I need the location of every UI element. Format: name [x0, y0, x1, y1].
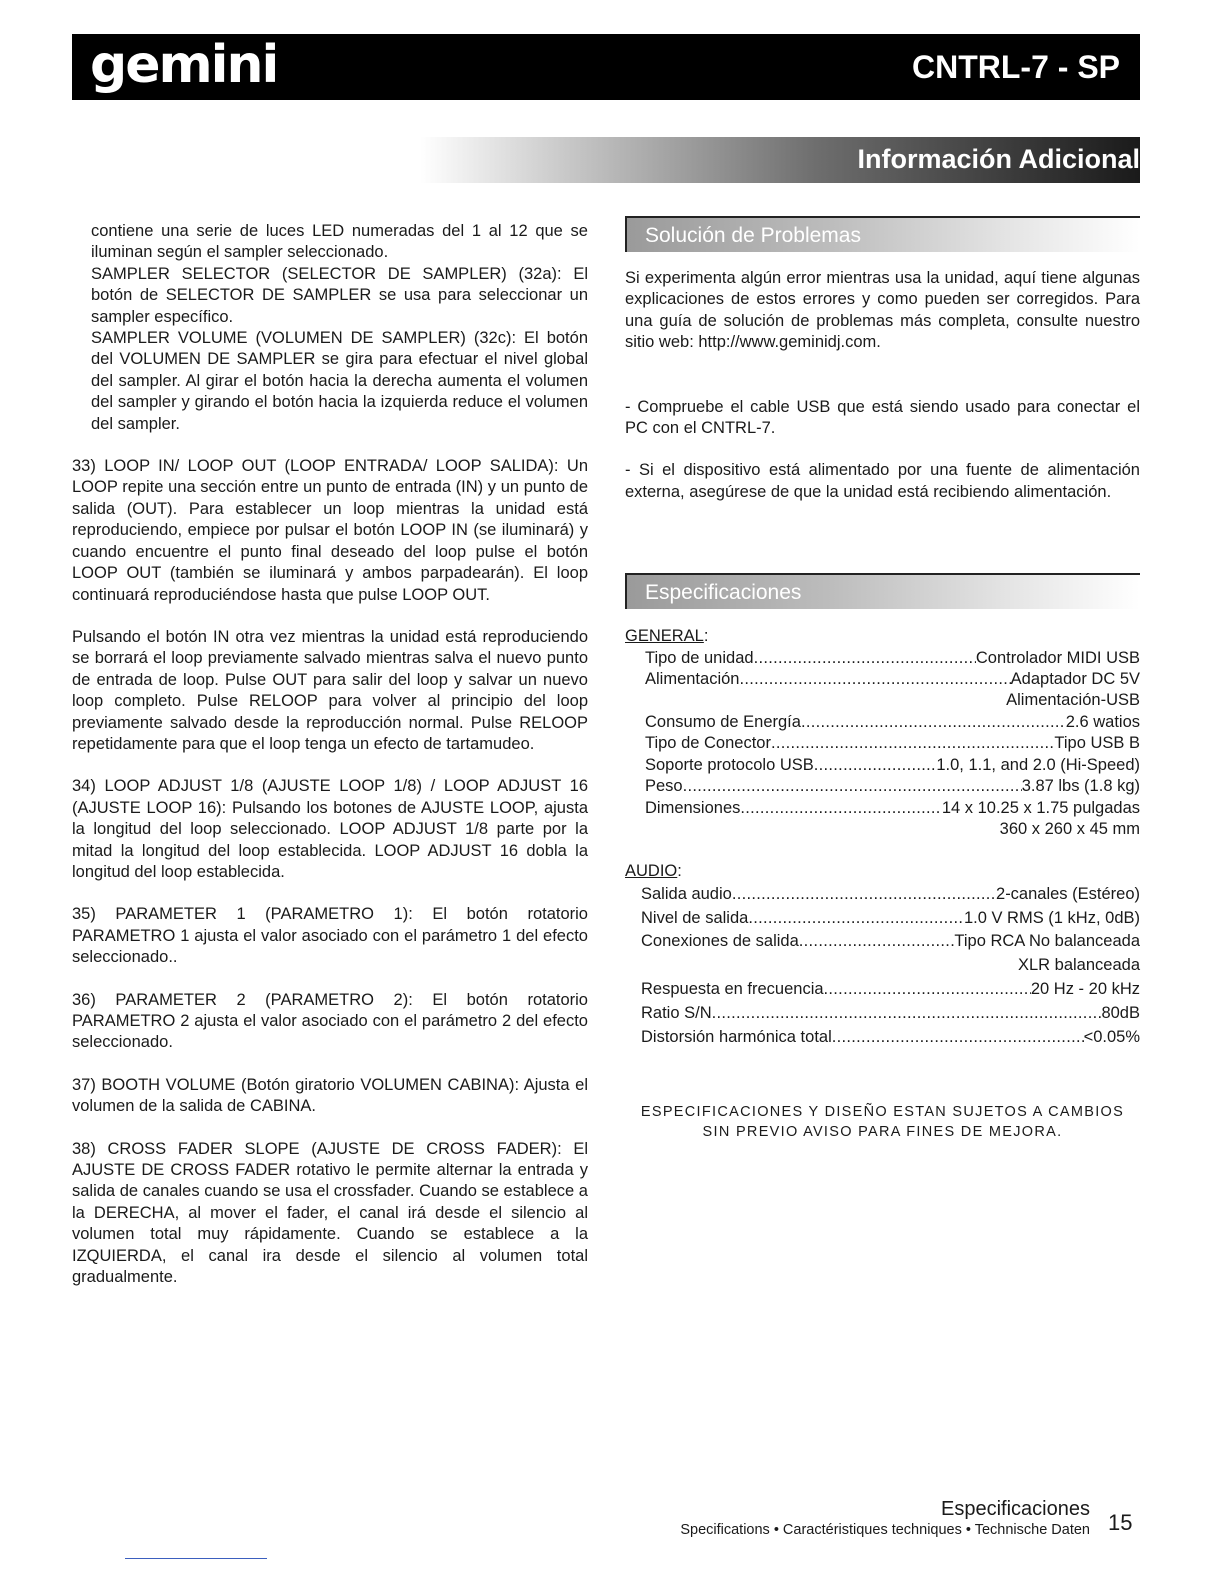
- spec-row: [645, 712, 1140, 733]
- paragraph: 35) PARAMETER 1 (PARAMETRO 1): El botón rotatorio PARAMETRO 1 ajusta el valor asociado con el parámetro 1 del efecto seleccionado..: [72, 905, 588, 967]
- spec-value: 1.0, 1.1, and 2.0 (Hi-Speed): [936, 755, 1140, 774]
- spec-value: 80dB: [1101, 1003, 1140, 1022]
- paragraph: 36) PARAMETER 2 (PARAMETRO 2): El botón rotatorio PARAMETRO 2 ajusta el valor asociado con el parámetro 2 del efecto seleccionado.: [72, 990, 588, 1052]
- general-category: GENERAL:: [625, 627, 709, 646]
- header-bar: [72, 34, 1140, 100]
- spec-row: [645, 798, 1140, 819]
- leader-dots: [739, 669, 1010, 690]
- leader-dots: [771, 733, 1054, 754]
- leader-dots: [754, 648, 976, 669]
- spec-row: [645, 776, 1140, 797]
- general-label: GENERAL: [625, 627, 704, 646]
- spec-row: [645, 733, 1140, 754]
- specifications-heading: [625, 573, 1140, 609]
- footer-subtitle: Specifications • Caractéristiques techniques • Technische Daten: [680, 1522, 1090, 1538]
- spec-value: Tipo USB B: [1054, 734, 1140, 753]
- spec-label: Salida audio: [641, 884, 732, 903]
- specifications-heading-text: Especificaciones: [645, 581, 802, 605]
- leader-dots: [824, 978, 1031, 1002]
- paragraph: 34) LOOP ADJUST 1/8 (AJUSTE LOOP 1/8) / LOOP ADJUST 16 (AJUSTE LOOP 16): Pulsando los botones de AJUSTE LOOP, ajusta la longitud del loop seleccionado. LOOP ADJUST 1/8 parte por la mitad la longitud del loop establecida. LOOP ADJUST 16 dobla la longitud del loop establecida.: [72, 777, 588, 881]
- paragraph: Pulsando el botón IN otra vez mientras la unidad está reproduciendo se borrará el loop previamente salvado mientras salva el nuevo punto de entrada de loop. Pulse OUT para salir del loop y salvar un nuevo loop completo. Pulse RELOOP para volver al principio del loop previamente salvado desde la reproducción normal. Pulse RELOOP repetidamente para que el loop tenga un efecto de tartamudeo.: [72, 627, 588, 753]
- spec-value: Controlador MIDI USB: [975, 648, 1140, 667]
- notice-line: SIN PREVIO AVISO PARA FINES DE MEJORA.: [702, 1124, 1063, 1140]
- spec-value: 2-canales (Estéreo): [996, 884, 1140, 903]
- spec-label: Nivel de salida: [641, 908, 749, 927]
- leader-dots: [814, 755, 937, 776]
- page-number: 15: [1108, 1510, 1133, 1535]
- spec-label: Distorsión harmónica total: [641, 1027, 832, 1046]
- paragraph: 38) CROSS FADER SLOPE (AJUSTE DE CROSS FADER): El AJUSTE DE CROSS FADER rotativo le permite alternar la entrada y salida de canales cuando se usa el crossfader. Cuando se establece a la DERECHA, al mover el fader, el canal irá desde el silencio al volumen total muy rápidamente. Cuando se establece a la IZQUIERDA, el canal ira desde el silencio al volumen total gradualmente.: [72, 1139, 588, 1287]
- spec-row: [641, 1002, 1140, 1026]
- spec-label: Consumo de Energía: [645, 712, 801, 731]
- section-title: Información Adicional: [857, 144, 1140, 174]
- spec-label: Peso: [645, 777, 683, 796]
- spec-label: Conexiones de salida: [641, 932, 799, 951]
- model-title: CNTRL-7 - SP: [912, 49, 1120, 85]
- spec-continuation: Alimentación-USB: [1006, 691, 1140, 710]
- spec-continuation: 360 x 260 x 45 mm: [999, 819, 1140, 838]
- spec-value: Tipo RCA No balanceada: [954, 932, 1140, 951]
- paragraph: 37) BOOTH VOLUME (Botón giratorio VOLUMEN CABINA): Ajusta el volumen de la salida de CABINA.: [72, 1075, 588, 1116]
- paragraph: 33) LOOP IN/ LOOP OUT (LOOP ENTRADA/ LOOP SALIDA): Un LOOP repite una sección entre un punto de entrada (IN) y un punto de salida (OUT). Para establecer un loop mientras la unidad está reproduciendo, empiece por pulsar el botón LOOP IN (se iluminará) y cuando encuentre el punto final deseado del loop pulse el botón LOOP OUT (también se iluminará y ambos parpadearán). El loop continuará reproduciéndose hasta que pulse LOOP OUT.: [72, 457, 588, 604]
- audio-label: AUDIO: [625, 862, 678, 881]
- left-column: [72, 221, 588, 1288]
- right-column: [625, 216, 1140, 1049]
- spec-row: [641, 907, 1140, 931]
- leader-dots: [748, 907, 964, 931]
- troubleshooting-intro: Si experimenta algún error mientras usa la unidad, aquí tiene algunas explicaciones de estos errores y como pueden ser corregidos. Para una guía de solución de problemas más completa, consulte nuestro sitio web: http://www.geminidj.com.: [625, 269, 1140, 352]
- troubleshooting-tip: - Compruebe el cable USB que está siendo usado para conectar el PC con el CNTRL-7.: [625, 397, 1140, 438]
- gemini-logo: gemini: [90, 35, 278, 95]
- leader-dots: [832, 1026, 1084, 1050]
- spec-label: Soporte protocolo USB: [645, 755, 814, 774]
- leader-dots: [740, 798, 941, 819]
- leader-dots: [799, 930, 955, 954]
- leader-dots: [712, 1002, 1102, 1026]
- paragraph: SAMPLER VOLUME (VOLUMEN DE SAMPLER) (32c): El botón del VOLUMEN DE SAMPLER se gira para efectuar el nivel global del sampler. Al girar el botón hacia la derecha aumenta el volumen del sampler y girando el botón hacia la izquierda reduce el volumen del sampler.: [91, 329, 588, 433]
- spec-row: [641, 1026, 1140, 1050]
- spec-continuation: XLR balanceada: [1017, 956, 1140, 975]
- spec-row: [641, 883, 1140, 907]
- audio-category: AUDIO:: [625, 862, 682, 881]
- spec-row: [645, 755, 1140, 776]
- spec-value: 3.87 lbs (1.8 kg): [1021, 777, 1140, 796]
- troubleshooting-heading: [625, 216, 1140, 252]
- spec-label: Tipo de unidad: [645, 648, 754, 667]
- paragraph: contiene una serie de luces LED numeradas del 1 al 12 que se iluminan según el sampler seleccionado.: [91, 222, 588, 262]
- spec-label: Ratio S/N: [641, 1003, 712, 1022]
- spec-row: [645, 648, 1140, 669]
- footer-divider: [125, 1558, 267, 1559]
- specs-notice: [625, 1102, 1140, 1142]
- footer-title: Especificaciones: [941, 1498, 1090, 1520]
- general-spec-list: [625, 648, 1140, 841]
- spec-row: [645, 669, 1140, 690]
- spec-value: 20 Hz - 20 kHz: [1030, 979, 1140, 998]
- spec-value: 14 x 10.25 x 1.75 pulgadas: [941, 798, 1140, 817]
- troubleshooting-tip: - Si el dispositivo está alimentado por una fuente de alimentación externa, asegúrese de que la unidad está recibiendo alimentación.: [625, 461, 1140, 501]
- spec-value: 1.0 V RMS (1 kHz, 0dB): [963, 908, 1140, 927]
- spec-label: Respuesta en frecuencia: [641, 979, 824, 998]
- spec-value: Adaptador DC 5V: [1010, 670, 1140, 689]
- spec-value: 2.6 watios: [1065, 712, 1140, 731]
- spec-row: [641, 930, 1140, 954]
- spec-label: Dimensiones: [645, 798, 741, 817]
- paragraph: SAMPLER SELECTOR (SELECTOR DE SAMPLER) (32a): El botón de SELECTOR DE SAMPLER se usa para seleccionar un sampler específico.: [91, 264, 588, 326]
- leader-dots: [732, 883, 996, 907]
- spec-value: <0.05%: [1083, 1027, 1140, 1046]
- leader-dots: [801, 712, 1066, 733]
- leader-dots: [683, 776, 1022, 797]
- spec-label: Tipo de Conector: [645, 734, 771, 753]
- audio-spec-list: [625, 883, 1140, 1050]
- troubleshooting-heading-text: Solución de Problemas: [645, 224, 861, 247]
- spec-row: [641, 978, 1140, 1002]
- notice-line: ESPECIFICACIONES Y DISEÑO ESTAN SUJETOS A CAMBIOS: [640, 1104, 1125, 1120]
- section-banner: [420, 137, 1140, 183]
- spec-label: Alimentación: [645, 670, 740, 689]
